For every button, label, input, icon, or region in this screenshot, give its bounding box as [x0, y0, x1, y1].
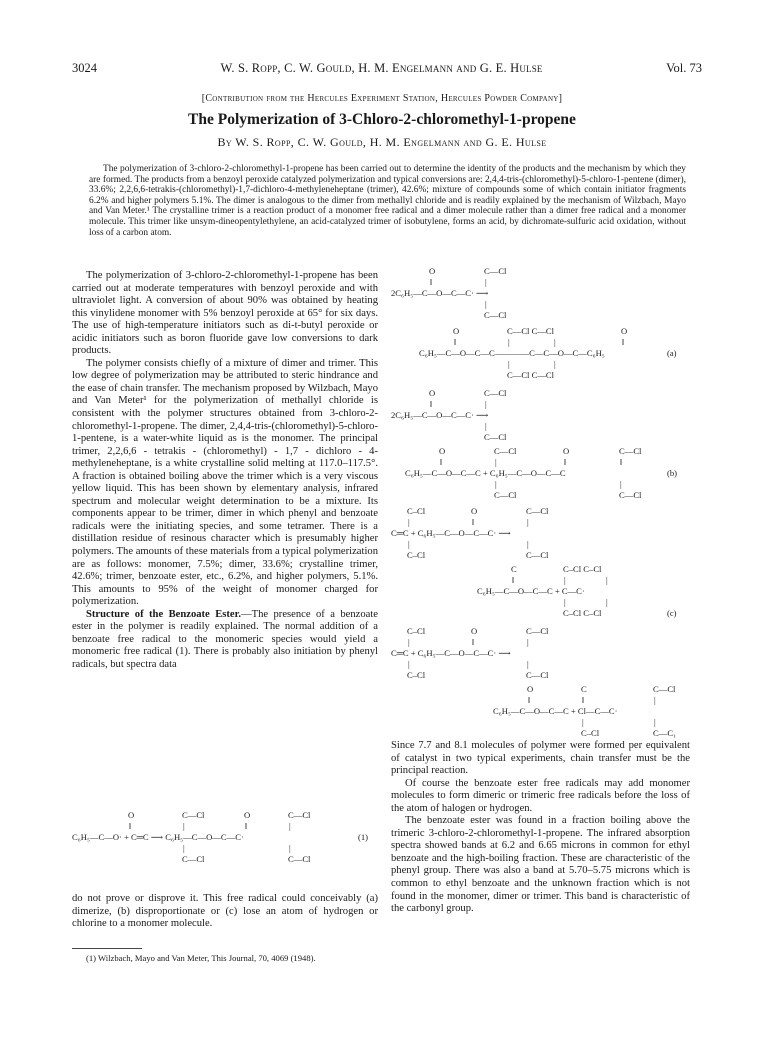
sb-c-cl-top2: C—Cl: [619, 446, 642, 456]
sb-bar-b2: |: [620, 479, 622, 489]
sc3-bar-b1: |: [527, 659, 529, 669]
sc2-bar-t2: |: [606, 575, 608, 585]
right-column: [391, 740, 690, 916]
sc1-c-cl-bot: C–Cl: [407, 550, 426, 560]
sc2-dbl: ‖: [512, 575, 515, 585]
sb-c-cl-bot2: C—Cl: [619, 490, 642, 500]
sa-bar-t2: |: [554, 337, 556, 347]
sa-bar-b2: |: [554, 359, 556, 369]
sb-dbl1: ‖: [440, 457, 443, 467]
sb-o2: O: [563, 446, 570, 456]
eq1-c-cl-top2: C—Cl: [288, 810, 311, 820]
sc3-c-cl-top2: C—Cl: [526, 626, 549, 636]
sa-o2: O: [621, 326, 628, 336]
reaction-scheme: [391, 266, 690, 736]
abstract: The polymerization of 3-chloro-2-chloromethyl-1-propene has been carried out to determine the identity of the products and the mechanism by which they are formed. The products from a benzoyl peroxide catalyzed polymerization and typical conversions are: 2,4,4-tris-(chloromethyl)-5-chloro-1-pentene (dimer), 33.6%; 2,2,6,6-tetrakis-(chloromethyl)-1,7-dichloro-4-methyleneheptane (trimer), 42.6%; mixture of compounds some of which contain initiator fragments 6.2% and higher polymers 5.1%. The dimer is analogous to the dimer from methallyl chloride and is readily explained by the mechanism of Wilzbach, Mayo and Van Meter.¹ The crystalline trimer is a reaction product of a monomer free radical and a dimer molecule rather than a dimer free radical and a monomer molecule. This trimer like unsym-dineopentylethylene, an acid-catalyzed trimer of isobutylene, forms an acid, by dichromate-sulfuric acid oxidation, without loss of a carbon atom.: [89, 164, 686, 238]
sa-dbl1: ‖: [454, 337, 457, 347]
s1-bar-bot: |: [485, 299, 487, 309]
sb-bar-b1: |: [495, 479, 497, 489]
sc3-bar-b0: |: [408, 659, 410, 669]
sc2-label: (c): [667, 608, 677, 618]
paragraph-benzoate-text: —The presence of a benzoate ester in the polymer is readily explained. The normal addition of a benzoate free radical to the monomeric species would yield a monomeric free radical (1). There is probably also initiation by phenyl radicals, but spectra data: [72, 608, 378, 670]
page-number: 3024: [72, 61, 97, 75]
s2-dbl: ‖: [430, 399, 433, 409]
s2-main: 2C₆H₅—C—O—C—C· ⟶: [391, 410, 489, 420]
footnote-divider: [72, 948, 142, 949]
sc4-c-cl-top: C—Cl: [653, 684, 676, 694]
sa-bar-b1: |: [508, 359, 510, 369]
sc4-c-cl-bot2: C—C₁: [653, 728, 677, 738]
eq1-dbl2: ‖: [245, 821, 248, 831]
eq1-bar3: |: [183, 843, 185, 853]
sc4-o: O: [527, 684, 534, 694]
sc4-main: C₆H₅—C—O—C—C + Cl—C—C·: [493, 706, 618, 716]
contribution-line: [Contribution from the Hercules Experiment Station, Hercules Powder Company]: [201, 93, 563, 104]
eq1-bar4: |: [289, 843, 291, 853]
sc3-c-cl-bot: C–Cl: [407, 670, 426, 680]
sa-label: (a): [667, 348, 677, 358]
sc1-bar-b0: |: [408, 539, 410, 549]
s2-c-cl-top: C—Cl: [484, 388, 507, 398]
sa-o1: O: [453, 326, 460, 336]
s2-bar-top: |: [485, 399, 487, 409]
sa-dbl2: ‖: [622, 337, 625, 347]
sc4-bar-t: |: [654, 695, 656, 705]
sc3-bar-t0: |: [408, 637, 410, 647]
eq1-c-cl-top1: C—Cl: [182, 810, 205, 820]
s2-o: O: [429, 388, 436, 398]
eq1-label: (1): [358, 832, 369, 842]
sc4-c: C: [581, 684, 587, 694]
paragraph-chain-transfer: Since 7.7 and 8.1 molecules of polymer were formed per equivalent of catalyst in two typical experiments, chain transfer must be the principal reaction.: [391, 740, 690, 777]
sb-o1: O: [439, 446, 446, 456]
eq1-dbl1: ‖: [129, 821, 132, 831]
sc1-main: C═C + C₆H₅—C—O—C—C· ⟶: [391, 528, 511, 538]
eq1-bar2: |: [289, 821, 291, 831]
sa-c-cl-top: C—Cl C—Cl: [507, 326, 555, 336]
s1-c-cl-bot: C—Cl: [484, 310, 507, 320]
sc1-o: O: [471, 506, 478, 516]
footnote-1: (1) Wilzbach, Mayo and Van Meter, This Journal, 70, 4069 (1948).: [86, 953, 316, 963]
sc1-bar-t0: |: [408, 517, 410, 527]
eq1-main: C₆H₅—C—O· + C═C ⟶ C₆H₅—C—O—C—C·: [72, 832, 244, 842]
sa-bar-t1: |: [508, 337, 510, 347]
sc1-c-cl-bot2: C—Cl: [526, 550, 549, 560]
running-head-authors: W. S. Ropp, C. W. Gould, H. M. Engelmann and G. E. Hulse: [220, 61, 543, 75]
sc2-c-cl-bot: C–Cl C–Cl: [563, 608, 602, 618]
s1-c-cl-top: C—Cl: [484, 266, 507, 276]
s2-bar-bot: |: [485, 421, 487, 431]
article-title: The Polymerization of 3-Chloro-2-chloromethyl-1-propene: [188, 111, 576, 128]
s1-o: O: [429, 266, 436, 276]
section-heading: Structure of the Benzoate Ester.: [86, 608, 241, 620]
sc3-bar-t1: |: [527, 637, 529, 647]
sc1-bar-b1: |: [527, 539, 529, 549]
eq1-c-cl-bot1: C—Cl: [182, 854, 205, 864]
sc1-c-cl-top: C–Cl: [407, 506, 426, 516]
sa-main: C₆H₅—C—O—C—C————C—C—O—C—C₆H₅: [419, 348, 605, 358]
sc2-bar-b1: |: [564, 597, 566, 607]
sc1-dbl: ‖: [472, 517, 475, 527]
sc3-c-cl-top: C–Cl: [407, 626, 426, 636]
sc3-dbl: ‖: [472, 637, 475, 647]
paragraph-infrared: The benzoate ester was found in a fraction boiling above the trimeric 3-chloro-2-chloromethyl-1-propene. The infrared absorption spectra showed bands at 6.2 and 6.65 microns in common for ethyl benzoate and the high-boiling fraction. These are characteristic of the phenyl group. There was also a band at 5.70–5.75 microns which is common to ethyl benzoate and the unknown fraction which is not found in the monomer, dimer or trimer. This band is characteristic of the carbonyl group.: [391, 815, 690, 915]
paragraph-ester-radicals: Of course the benzoate ester free radicals may add monomer molecules to form dimeric or trimeric free radicals before the loss of the atom of halogen or hydrogen.: [391, 777, 690, 814]
sc2-bar-b2: |: [606, 597, 608, 607]
sb-c-cl-top1: C—Cl: [494, 446, 517, 456]
sc1-bar-t1: |: [527, 517, 529, 527]
sc3-o: O: [471, 626, 478, 636]
s1-dbl: ‖: [430, 277, 433, 287]
sb-c-cl-bot1: C—Cl: [494, 490, 517, 500]
sc4-bar-b2: |: [654, 717, 656, 727]
paragraph-benzoate-structure: [72, 609, 378, 672]
left-column: [72, 270, 378, 672]
equation-1: [72, 810, 378, 890]
sc3-main: C═C + C₆H₅—C—O—C—C· ⟶: [391, 648, 511, 658]
eq1-bar1: |: [183, 821, 185, 831]
sb-main: C₆H₅—C—O—C—C + C₆H₅—C—O—C—C: [405, 468, 566, 478]
sc4-dbl2: ‖: [582, 695, 585, 705]
s2-c-cl-bot: C—Cl: [484, 432, 507, 442]
sa-c-cl-bot: C—Cl C—Cl: [507, 370, 555, 380]
sb-dbl2: ‖: [564, 457, 567, 467]
sc4-bar-b1: |: [582, 717, 584, 727]
running-head: [72, 61, 702, 79]
volume-number: Vol. 73: [666, 61, 702, 75]
s1-main: 2C₆H₅—C—O—C—C· ⟶: [391, 288, 489, 298]
sc4-c-cl-bot1: C–Cl: [581, 728, 600, 738]
sc1-c-cl-top2: C—Cl: [526, 506, 549, 516]
sc4-dbl1: ‖: [528, 695, 531, 705]
sc2-bar-t1: |: [564, 575, 566, 585]
sc2-main: C₆H₅—C—O—C—C + C—C·: [477, 586, 585, 596]
sb-bar-t1: |: [495, 457, 497, 467]
eq1-c-cl-bot2: C—Cl: [288, 854, 311, 864]
sc2-c: C: [511, 564, 517, 574]
sb-label: (b): [667, 468, 678, 478]
sc2-c-cl-top: C–Cl C–Cl: [563, 564, 602, 574]
paragraph-intro: The polymerization of 3-chloro-2-chloromethyl-1-propene has been carried out at moderate temperatures with benzoyl peroxide and with ultraviolet light. A conversion of about 90% was obtained by heating this vinylidene monomer with 5% benzoyl peroxide at 65° for six days. The use of high-temperature initiators such as di-t-butyl peroxide or acidic initiators such as boron fluoride gave low conversions to dark products.: [72, 270, 378, 357]
paragraph-polymer: The polymer consists chiefly of a mixture of dimer and trimer. This low degree of polymerization may be attributed to steric hindrance and the ease of chain transfer. The mechanism proposed by Wilzbach, Mayo and Van Meter¹ for the polymerization of methallyl chloride is consistent with the polymer structures obtained from 3-chloro-2-chloromethyl-1-propene. The dimer, 2,4,4-tris-(chloromethyl)-5-chloro-1-pentene, is a water-white liquid as is the monomer. The principal trimer, 2,2,6,6 - tetrakis - (chloromethyl) - 1,7 - dichloro - 4-methyleneheptane, is a white crystalline solid melting at 117.0–117.5°. A fraction is obtained boiling above the trimer which is a very viscous yellow liquid. This has been shown by elementary analysis, infrared spectrum and molecular weight determination to be a mixture. Its components appear to be trimer, dimer in which phenyl and benzoate radicals were the initiating species, and some tetramer. There is a distillation residue of resinous character which is presumably higher polymers. The amounts of these materials from a typical polymerization are as follows: monomer, 7.5%; dimer, 33.6%; crystalline trimer, 42.6%; trimer, benzoate ester, etc., 6.2%, and higher polymers, 5.1%. This amounts to 95% of the weight of monomer charged for polymerization.: [72, 357, 378, 608]
s1-bar-top: |: [485, 277, 487, 287]
left-column-continued: [72, 893, 378, 931]
eq1-o2: O: [244, 810, 251, 820]
paragraph-free-radical: do not prove or disprove it. This free radical could conceivably (a) dimerize, (b) disproportionate or (c) lose an atom of hydrogen or chlorine to a monomer molecule.: [72, 893, 378, 930]
sb-dbl3: ‖: [620, 457, 623, 467]
eq1-o1: O: [128, 810, 135, 820]
sc3-c-cl-bot2: C—Cl: [526, 670, 549, 680]
byline: By W. S. Ropp, C. W. Gould, H. M. Engelmann and G. E. Hulse: [217, 135, 547, 149]
